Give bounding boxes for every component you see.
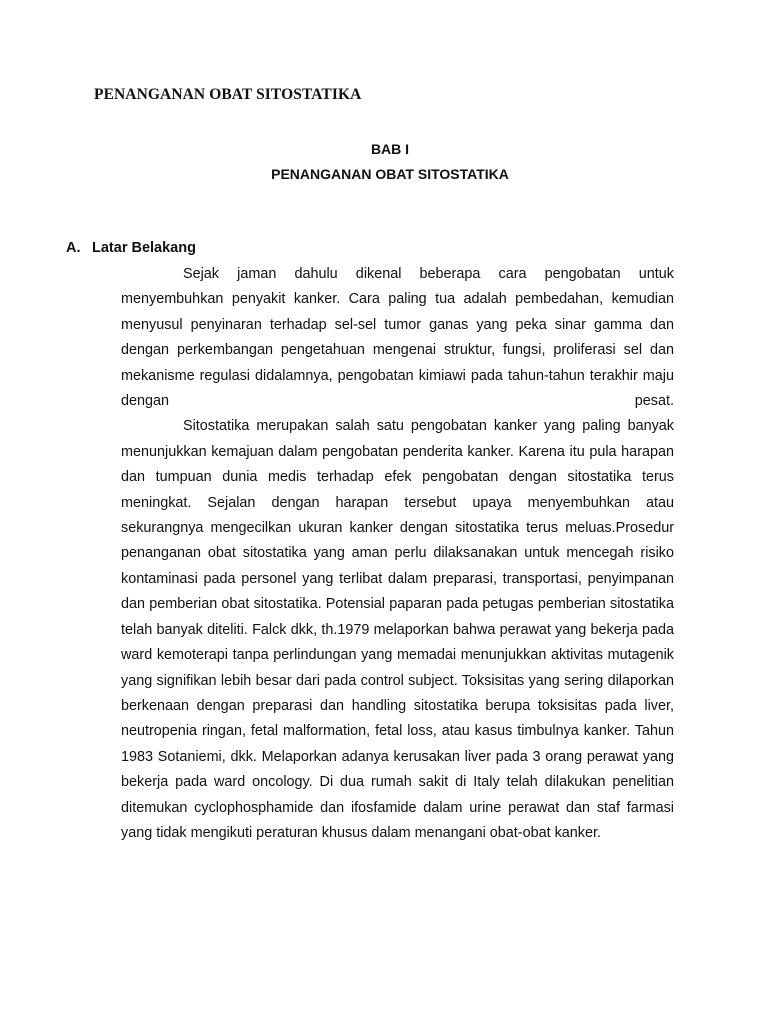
paragraph-1: Sejak jaman dahulu dikenal beberapa cara pengobatan untuk menyembuhkan penyakit kanker. Cara paling tua adalah pembedahan, kemudian menyusul penyinaran terhadap sel-sel tumor ganas yang peka sinar gamma dan dengan perkembangan pengetahuan mengenai struktur, fungsi, proliferasi sel dan mekanisme regulasi didalamnya, pengobatan kimiawi pada tahun-tahun terakhir maju dengan pesat. bbox=[121, 266, 674, 410]
chapter-title: PENANGANAN OBAT SITOSTATIKA bbox=[271, 166, 509, 182]
document-title: PENANGANAN OBAT SITOSTATIKA bbox=[94, 86, 362, 103]
section-heading bbox=[66, 240, 196, 256]
section-marker: A. bbox=[66, 240, 81, 256]
paragraph-2: Sitostatika merupakan salah satu pengobatan kanker yang paling banyak menunjukkan kemajuan dalam pengobatan penderita kanker. Karena itu pula harapan dan tumpuan dunia medis terhadap efek pengobatan dengan sitostatika terus meningkat. Sejalan dengan harapan tersebut upaya menyembuhkan atau sekurangnya mengecilkan ukuran kanker dengan sitostatika terus meluas.Prosedur penanganan obat sitostatika yang aman perlu dilaksanakan untuk mencegah risiko kontaminasi pada personel yang terlibat dalam preparasi, transportasi, penyimpanan dan pemberian obat sitostatika. Potensial paparan pada petugas pemberian sitostatika telah banyak diteliti. Falck dkk, th.1979 melaporkan bahwa perawat yang bekerja pada ward kemoterapi tanpa perlindungan yang memadai menunjukkan aktivitas mutagenik yang signifikan lebih besar dari pada control subject. Toksisitas yang sering dilaporkan berkenaan dengan preparasi dan handling sitostatika berupa toksisitas pada liver, neutropenia ringan, fetal malformation, fetal loss, atau kasus timbulnya kanker. Tahun 1983 Sotaniemi, dkk. Melaporkan adanya kerusakan liver pada 3 orang perawat yang bekerja pada ward oncology. Di dua rumah sakit di Italy telah dilakukan penelitian ditemukan cyclophosphamide dan ifosfamide dalam urine perawat dan staf farmasi yang tidak mengikuti peraturan khusus dalam menangani obat-obat kanker. bbox=[121, 418, 674, 841]
section-heading-text: Latar Belakang bbox=[92, 240, 196, 256]
section-body bbox=[121, 262, 674, 846]
chapter-label: BAB I bbox=[370, 141, 410, 157]
